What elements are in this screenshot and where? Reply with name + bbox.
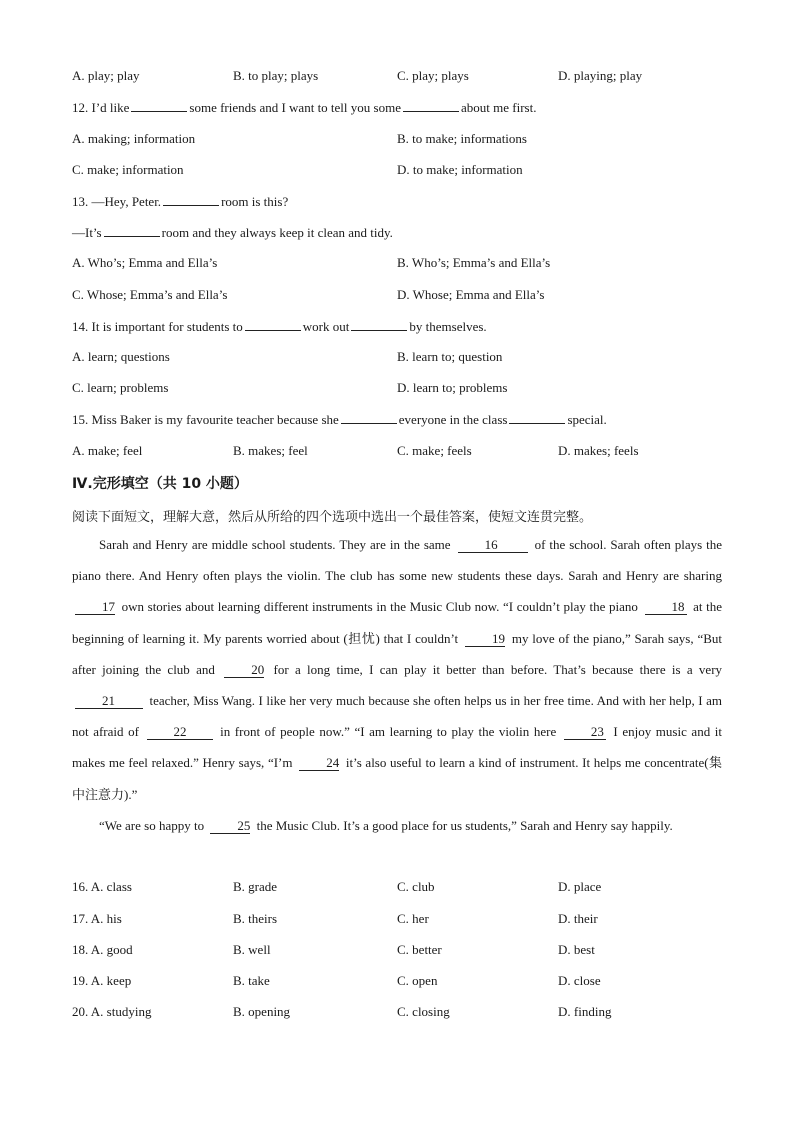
q18-option-c: C. better <box>397 942 442 957</box>
answer-blank <box>131 99 187 112</box>
q19-option-c: C. open <box>397 973 438 988</box>
q11-option-c: C. play; plays <box>397 68 469 83</box>
q18-option-a: 18. A. good <box>72 942 133 957</box>
section-title: Ⅳ.完形填空（共 10 小题） <box>72 476 248 492</box>
q13-response: —It’s room and they always keep it clean and tidy. <box>72 225 393 240</box>
answer-blank <box>509 411 565 424</box>
q11-option-b: B. to play; plays <box>233 68 319 83</box>
q16-option-a: 16. A. class <box>72 879 132 894</box>
answer-blank <box>351 318 407 331</box>
answer-blank <box>245 318 301 331</box>
q12-option-d: D. to make; information <box>397 162 523 177</box>
q16-option-c: C. club <box>397 879 435 894</box>
q11-option-d: D. playing; play <box>558 68 643 83</box>
answer-blank <box>341 411 397 424</box>
q14-options-row1 <box>72 349 732 365</box>
cloze-blank-19: 19 <box>465 632 505 647</box>
q19-option-a: 19. A. keep <box>72 973 132 988</box>
q20-option-b: B. opening <box>233 1004 291 1019</box>
q18-options <box>72 942 732 958</box>
q15-option-b: B. makes; feel <box>233 443 308 458</box>
q12-option-b: B. to make; informations <box>397 131 527 146</box>
q12-stem: 12. I’d like some friends and I want to tell you some about me first. <box>72 100 537 115</box>
q15-options <box>72 443 732 459</box>
q11-options <box>72 68 732 84</box>
q14-option-c: C. learn; problems <box>72 380 169 395</box>
q14-option-b: B. learn to; question <box>397 349 503 364</box>
cloze-blank-17: 17 <box>75 600 115 615</box>
passage-paragraph-1: Sarah and Henry are middle school students. They are in the same 16 of the school. Sarah often plays the piano there. And Henry often plays the violin. The club has some new students these days. Sarah and Henry are sharing 17 own stories about learning different instruments in the Music Club now. “I couldn’t play the piano 18 at the beginning of learning it. My parents worried about (担忧) that I couldn’t 19 my love of the piano,” Sarah says, “But after joining the club and 20 for a long time, I can play it better than before. That’s because there is a very 21 teacher, Miss Wang. I like her very much because she often helps us in her free time. And with her help, I am not afraid of 22 in front of people now.” “I am learning to play the violin here 23 I enjoy music and it makes me feel relaxed.” Henry says, “I’m 24 it’s also useful to learn a kind of instrument. It helps me concentrate(集中注意力).” <box>72 537 723 802</box>
q12-options-row2 <box>72 162 732 178</box>
q16-option-d: D. place <box>558 879 602 894</box>
q14-stem: 14. It is important for students to work out by themselves. <box>72 319 487 334</box>
q20-options <box>72 1004 732 1020</box>
q17-option-d: D. their <box>558 911 598 926</box>
q16-options <box>72 879 732 895</box>
passage-paragraph-2: “We are so happy to 25 the Music Club. It’s a good place for us students,” Sarah and Henry say happily. <box>99 818 673 833</box>
q17-option-a: 17. A. his <box>72 911 122 926</box>
cloze-blank-18: 18 <box>645 600 687 615</box>
q15-stem: 15. Miss Baker is my favourite teacher because she everyone in the class special. <box>72 412 607 427</box>
answer-blank <box>403 99 459 112</box>
q11-option-a: A. play; play <box>72 68 140 83</box>
cloze-blank-23: 23 <box>564 725 606 740</box>
q13-option-c: C. Whose; Emma’s and Ella’s <box>72 287 228 302</box>
q12-option-c: C. make; information <box>72 162 184 177</box>
q19-options <box>72 973 732 989</box>
q19-option-d: D. close <box>558 973 601 988</box>
q12-options-row1 <box>72 131 732 147</box>
q13-options-row1 <box>72 255 732 271</box>
q20-option-a: 20. A. studying <box>72 1004 152 1019</box>
q14-option-d: D. learn to; problems <box>397 380 508 395</box>
q18-option-d: D. best <box>558 942 595 957</box>
cloze-blank-16: 16 <box>458 538 528 553</box>
section-instruction: 阅读下面短文，理解大意，然后从所给的四个选项中选出一个最佳答案，使短文连贯完整。 <box>72 510 593 525</box>
q17-options <box>72 911 732 927</box>
answer-blank <box>104 224 160 237</box>
q13-stem: 13. —Hey, Peter. room is this? <box>72 194 289 209</box>
q20-option-d: D. finding <box>558 1004 612 1019</box>
q15-option-a: A. make; feel <box>72 443 143 458</box>
cloze-blank-25: 25 <box>210 819 250 834</box>
q14-options-row2 <box>72 380 732 396</box>
q17-option-c: C. her <box>397 911 429 926</box>
q13-option-b: B. Who’s; Emma’s and Ella’s <box>397 255 551 270</box>
q17-option-b: B. theirs <box>233 911 278 926</box>
cloze-blank-20: 20 <box>224 663 264 678</box>
q15-option-d: D. makes; feels <box>558 443 639 458</box>
q13-option-a: A. Who’s; Emma and Ella’s <box>72 255 218 270</box>
cloze-blank-24: 24 <box>299 756 339 771</box>
q20-option-c: C. closing <box>397 1004 450 1019</box>
q16-option-b: B. grade <box>233 879 278 894</box>
answer-blank <box>163 193 219 206</box>
q14-option-a: A. learn; questions <box>72 349 170 364</box>
cloze-blank-21: 21 <box>75 694 143 709</box>
cloze-blank-22: 22 <box>147 725 213 740</box>
q18-option-b: B. well <box>233 942 271 957</box>
q13-option-d: D. Whose; Emma and Ella’s <box>397 287 545 302</box>
q13-options-row2 <box>72 287 732 303</box>
q12-option-a: A. making; information <box>72 131 196 146</box>
q19-option-b: B. take <box>233 973 270 988</box>
q15-option-c: C. make; feels <box>397 443 472 458</box>
